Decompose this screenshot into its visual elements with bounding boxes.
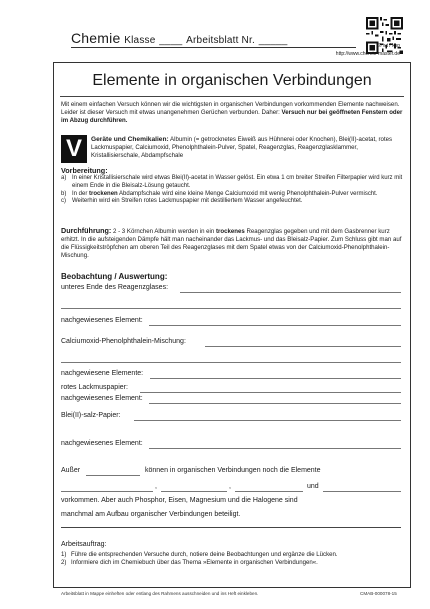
intro-paragraph [61, 101, 403, 125]
task-heading: Arbeitsauftrag: [61, 541, 107, 548]
observation-label: Blei(II)-salz-Papier: [61, 412, 121, 419]
cloze-blank[interactable] [323, 491, 401, 492]
list-item-text [72, 191, 378, 199]
procedure-heading: Durchführung: [61, 226, 112, 235]
answer-line[interactable] [205, 346, 401, 347]
list-item-text: Informiere dich im Chemiebuch über das Thema »Elemente in organischen Verbindungen«. [71, 559, 318, 566]
subject-label: Chemie [71, 30, 121, 46]
task-list [61, 551, 403, 567]
arbeitsblatt-blank: _____ [258, 35, 288, 46]
answer-line[interactable] [61, 362, 401, 363]
observation-label: nachgewiesenes Element: [61, 395, 143, 402]
list-item [61, 191, 403, 199]
preparation-heading: Vorbereitung: [61, 166, 108, 175]
document-code: CMAB-000078-15 [360, 591, 397, 596]
list-item-label: c) [61, 198, 66, 205]
list-item-text: In einer Kristallisierschale wird etwas Blei(II)-acetat in Wasser gelöst. Ein etwa 1 cm breiter Streifen Filterpapier wird kurz mit einem Ende in die Bleisalz-Lösung getaucht. [72, 175, 403, 189]
klasse-blank: ____ [159, 35, 183, 46]
cloze-text: vorkommen. Aber auch Phosphor, Eisen, Magnesium und die Halogene sind [61, 497, 298, 504]
intro-warning: Versuch nur bei geöffneten Fenstern oder im Abzug durchführen. [61, 109, 403, 124]
worksheet-header [71, 30, 288, 46]
intro-text: Mit einem einfachen Versuch können wir die wichtigsten in organischen Verbindungen vorkommenden Elemente nachweisen. Leider ist dieser Versuch mit etwas unangenehmen Gerüchen verbunden. Daher: [61, 101, 400, 116]
cloze-blank[interactable] [161, 491, 227, 492]
observation-label: Calciumoxid-Phenolphthalein-Mischung: [61, 338, 186, 345]
list-item [61, 198, 403, 206]
website-url: http://www.chemie-master.de [335, 51, 400, 57]
procedure-paragraph [61, 227, 403, 260]
list-item-text: Führe die entsprechenden Versuche durch, notiere deine Beobachtungen und ergänze die Lücken. [71, 551, 338, 558]
title-divider [60, 96, 404, 97]
answer-line[interactable] [149, 325, 401, 326]
observation-label: rotes Lackmuspapier: [61, 384, 128, 391]
answer-line[interactable] [149, 448, 401, 449]
observation-label: nachgewiesene Elemente: [61, 370, 144, 377]
list-item-label: 2) [61, 559, 67, 566]
observation-heading: Beobachtung / Auswertung: [61, 272, 168, 281]
answer-line[interactable] [140, 392, 401, 393]
experiment-v-badge: V [61, 135, 87, 163]
footer-note: Arbeitsblatt in Mappe einheften oder entlang des Rahmens ausschneiden und ins Heft einkleben. [61, 591, 259, 596]
answer-line[interactable] [134, 420, 401, 421]
list-item [61, 551, 403, 559]
cloze-blank[interactable] [86, 475, 140, 476]
section-divider [61, 527, 401, 528]
text-bold: trockenes [215, 228, 245, 235]
list-item-label: 1) [61, 551, 67, 558]
klasse-label: Klasse [124, 35, 156, 46]
equipment-text: Albumin (= getrocknetes Eiweiß aus Hühnerei oder Knochen), Blei(II)-acetat, rotes Lackmuspapier, Calciumoxid, Phenolphthalein-Pulver, Spatel, Reagenzglas, Reagenzglasklammer, Kristallisierschale, Abdampfschale [91, 136, 393, 159]
arbeitsblatt-label: Arbeitsblatt Nr. [186, 35, 255, 46]
page-title: Elemente in organischen Verbindungen [92, 72, 372, 89]
preparation-list [61, 175, 403, 206]
text-part: Abdampfschale wird eine kleine Menge Calciumoxid mit wenig Phenolphthalein-Pulver vermischt. [117, 190, 378, 197]
answer-line[interactable] [149, 403, 401, 404]
answer-line[interactable] [150, 378, 401, 379]
observation-label: nachgewiesenes Element: [61, 317, 143, 324]
observation-label: nachgewiesenes Element: [61, 440, 143, 447]
text-bold: trockenen [89, 190, 118, 197]
equipment-paragraph [91, 136, 403, 160]
cloze-blank[interactable] [61, 491, 153, 492]
answer-line[interactable] [180, 292, 401, 293]
equipment-heading: Geräte und Chemikalien: [91, 136, 169, 143]
cloze-word: Außer [61, 467, 81, 474]
answer-line[interactable] [61, 308, 401, 309]
list-item-text: Weiterhin wird ein Streifen rotes Lackmuspapier mit destilliertem Wasser angefeuchtet. [72, 198, 303, 205]
cloze-comma: , [155, 483, 157, 490]
list-item [61, 559, 403, 567]
copyright-text: © wt / ksp [377, 43, 400, 49]
list-item-label: b) [61, 190, 67, 197]
cloze-text: können in organischen Verbindungen noch die Elemente [145, 467, 321, 474]
text-part: Reagenzglas gegeben und mit dem Gasbrenner kurz erhitzt. In die aufsteigenden Dämpfe hält man nacheinander das Lackmus- und das Bleisalz-Papier. Zum Schluss gibt man auf die Flüssigkeitströpfchen am oberen Teil des Reagenzglases mit dem Spatel etwas von der Calciumoxid-Phenolphthalein-Mischung. [61, 228, 402, 259]
cloze-und: und [307, 483, 319, 490]
list-item [61, 175, 403, 191]
cloze-blank[interactable] [235, 491, 303, 492]
cloze-text: manchmal am Aufbau organischer Verbindungen beteiligt. [61, 511, 241, 518]
text-part: 2 - 3 Körnchen Albumin werden in ein [111, 228, 216, 235]
text-part: In der [72, 190, 90, 197]
observation-label: unteres Ende des Reagenzglases: [61, 284, 169, 291]
list-item-label: a) [61, 175, 67, 181]
cloze-comma: , [229, 483, 231, 490]
header-divider [71, 47, 356, 48]
